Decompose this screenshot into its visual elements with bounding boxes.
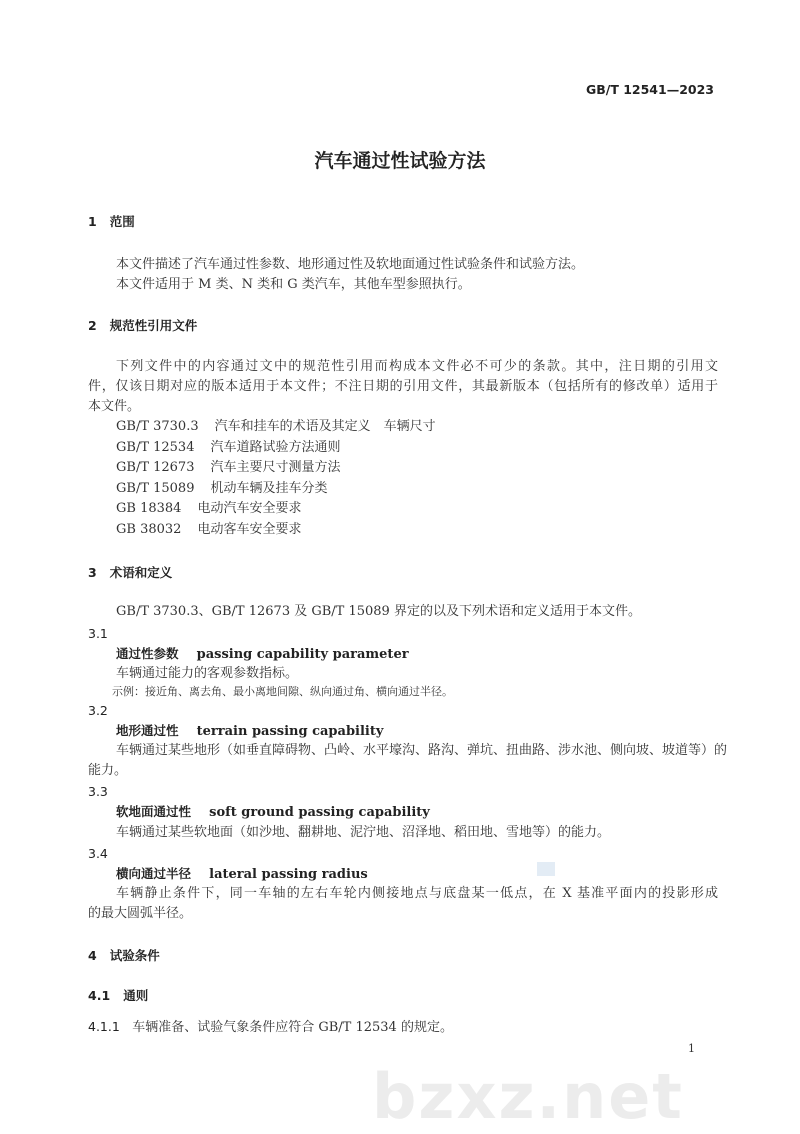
term-en: passing capability parameter xyxy=(196,647,409,662)
term-definition: 车辆通过能力的客观参数指标。 xyxy=(116,666,299,681)
section-2-heading xyxy=(88,318,197,334)
term-definition: 车辆通过某些地形（如垂直障碍物、凸岭、水平壕沟、路沟、弹坑、扭曲路、涉水池、侧向坡、坡道等）的 xyxy=(116,743,728,758)
reference-item xyxy=(116,522,301,538)
section-title: 试验条件 xyxy=(109,948,160,963)
reference-title: 汽车主要尺寸测量方法 xyxy=(210,460,341,475)
term-en: lateral passing radius xyxy=(209,867,368,882)
page-number: 1 xyxy=(688,1042,695,1055)
term-definition: 能力。 xyxy=(88,763,128,778)
section-number: 3 xyxy=(88,565,97,580)
term-heading xyxy=(116,866,368,883)
paragraph-line: 件，仅该日期对应的版本适用于本文件；不注日期的引用文件，其最新版本（包括所有的修改单）适用于 xyxy=(88,379,718,394)
term-zh: 地形通过性 xyxy=(116,723,179,738)
section-title: 术语和定义 xyxy=(109,565,173,580)
reference-code: GB 18384 xyxy=(116,501,182,516)
term-en: terrain passing capability xyxy=(196,724,384,739)
reference-item xyxy=(116,501,301,517)
term-definition: 车辆静止条件下，同一车轴的左右车轮内侧接地点与底盘某一低点，在 X 基准平面内的投影形成 xyxy=(116,886,718,901)
reference-code: GB/T 12534 xyxy=(116,440,195,455)
term-example: 示例：接近角、离去角、最小离地间隙、纵向通过角、横向通过半径。 xyxy=(112,685,453,698)
term-zh: 横向通过半径 xyxy=(116,866,192,881)
term-zh: 软地面通过性 xyxy=(116,804,192,819)
reference-code: GB/T 12673 xyxy=(116,460,195,475)
clause xyxy=(88,1019,453,1036)
reference-item xyxy=(116,440,341,456)
term-number: 3.3 xyxy=(88,784,108,799)
section-3-heading xyxy=(88,565,172,581)
reference-title: 电动汽车安全要求 xyxy=(197,501,302,516)
term-number: 3.2 xyxy=(88,703,108,718)
section-number: 1 xyxy=(88,214,97,229)
reference-title: 电动客车安全要求 xyxy=(197,522,302,537)
term-heading xyxy=(116,646,409,663)
reference-title: 汽车道路试验方法通则 xyxy=(210,440,341,455)
term-heading xyxy=(116,804,430,821)
standard-code: GB/T 12541—2023 xyxy=(585,82,714,97)
term-zh: 通过性参数 xyxy=(116,646,179,661)
watermark: bzxz.net xyxy=(372,1060,684,1133)
reference-code: GB 38032 xyxy=(116,522,182,537)
term-number: 3.1 xyxy=(88,626,108,641)
term-definition: 的最大圆弧半径。 xyxy=(88,906,193,921)
section-title: 范围 xyxy=(109,214,135,229)
paragraph-line: 本文件。 xyxy=(88,399,141,414)
clause-number: 4.1.1 xyxy=(88,1019,120,1034)
term-en: soft ground passing capability xyxy=(209,805,430,820)
paragraph: GB/T 3730.3、GB/T 12673 及 GB/T 15089 界定的以及下列术语和定义适用于本文件。 xyxy=(116,604,641,619)
section-title: 规范性引用文件 xyxy=(109,318,198,333)
term-number: 3.4 xyxy=(88,846,108,861)
section-1-heading xyxy=(88,214,135,230)
subsection-number: 4.1 xyxy=(88,988,111,1003)
paragraph-line: 下列文件中的内容通过文中的规范性引用而构成本文件必不可少的条款。其中，注日期的引用文 xyxy=(116,359,718,374)
reference-code: GB/T 3730.3 xyxy=(116,419,199,434)
section-number: 2 xyxy=(88,318,97,333)
subsection-heading xyxy=(88,988,148,1004)
reference-item xyxy=(116,481,328,497)
reference-item xyxy=(116,419,436,435)
term-heading xyxy=(116,723,383,740)
term-definition: 车辆通过某些软地面（如沙地、翻耕地、泥泞地、沼泽地、稻田地、雪地等）的能力。 xyxy=(116,825,611,840)
document-title: 汽车通过性试验方法 xyxy=(314,150,486,172)
clause-text: 车辆准备、试验气象条件应符合 GB/T 12534 的规定。 xyxy=(132,1020,453,1035)
paragraph: 本文件描述了汽车通过性参数、地形通过性及软地面通过性试验条件和试验方法。 xyxy=(116,257,585,272)
reference-title: 汽车和挂车的术语及其定义 车辆尺寸 xyxy=(214,419,436,434)
reference-title: 机动车辆及挂车分类 xyxy=(210,481,328,496)
stamp-mark xyxy=(537,862,555,876)
subsection-title: 通则 xyxy=(123,988,149,1003)
section-number: 4 xyxy=(88,948,97,963)
reference-item xyxy=(116,460,341,476)
paragraph: 本文件适用于 M 类、N 类和 G 类汽车，其他车型参照执行。 xyxy=(116,277,471,292)
reference-code: GB/T 15089 xyxy=(116,481,195,496)
section-4-heading xyxy=(88,948,160,964)
